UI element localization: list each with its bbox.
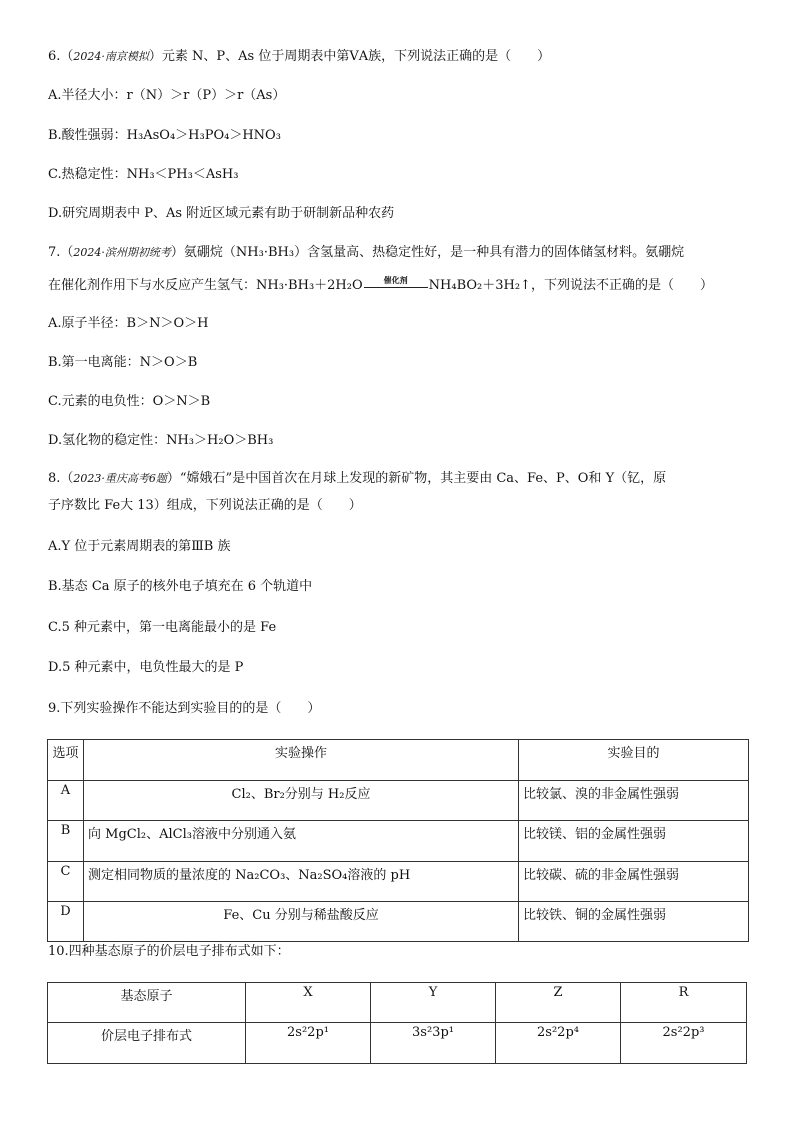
q6-source: 2024·南京模拟 <box>73 50 149 63</box>
q7-option-c: C.元素的电负性：O＞N＞B <box>48 394 211 409</box>
table-row: A Cl₂、Br₂分别与 H₂反应 比较氯、溴的非金属性强弱 <box>48 781 749 821</box>
q9-header-purpose: 实验目的 <box>519 740 749 781</box>
table-row: D Fe、Cu 分别与稀盐酸反应 比较铁、铜的金属性强弱 <box>48 902 749 942</box>
reaction-arrow <box>364 274 428 294</box>
q8-option-a: A.Y 位于元素周期表的第ⅢB 族 <box>48 539 231 554</box>
q9-table <box>47 739 749 942</box>
q8-option-d: D.5 种元素中，电负性最大的是 P <box>48 660 244 675</box>
q10-header-row: 基态原子 X Y Z R <box>48 983 747 1023</box>
q9-header-row <box>48 740 749 781</box>
q7-stem-line2: 在催化剂作用下与水反应产生氢气：NH₃·BH₃＋2H₂O 催化剂 NH₄BO₂＋3H₂↑，下列说法不正确的是（ ） <box>48 277 713 295</box>
q9-stem: 9.下列实验操作不能达到实验目的的是（ ） <box>48 701 321 716</box>
q7-stem-line1: 7.（2024·滨州期初统考）氨硼烷（NH₃·BH₃）含氢量高、热稳定性好，是一种具有潜力的固体储氢材料。氨硼烷 <box>48 245 685 260</box>
q6-option-b: B.酸性强弱：H₃AsO₄＞H₃PO₄＞HNO₃ <box>48 128 281 143</box>
q8-option-b: B.基态 Ca 原子的核外电子填充在 6 个轨道中 <box>48 579 313 594</box>
table-row: B 向 MgCl₂、AlCl₃溶液中分别通入氨 比较镁、铝的金属性强弱 <box>48 821 749 862</box>
q10-table <box>47 982 747 1064</box>
table-row: C 测定相同物质的量浓度的 Na₂CO₃、Na₂SO₄溶液的 pH 比较碳、硫的非金属性强弱 <box>48 862 749 902</box>
table-row: 价层电子排布式 2s²2p¹ 3s²3p¹ 2s²2p⁴ 2s²2p³ <box>48 1023 747 1064</box>
q8-option-c: C.5 种元素中，第一电离能最小的是 Fe <box>48 620 277 635</box>
catalyst-label: 催化剂 <box>383 274 408 285</box>
q8-source: 2023·重庆高考6题 <box>73 472 167 485</box>
q10-stem: 10.四种基态原子的价层电子排布式如下： <box>48 944 290 959</box>
q8-stem-line1: 8.（2023·重庆高考6题）“嫦娥石”是中国首次在月球上发现的新矿物，其主要由 Ca、Fe、P、O和 Y（钇，原 <box>48 471 667 486</box>
q6-option-a: A.半径大小：r（N）＞r（P）＞r（As） <box>48 88 286 103</box>
q6-option-c: C.热稳定性：NH₃＜PH₃＜AsH₃ <box>48 167 239 182</box>
q9-header-operation: 实验操作 <box>84 740 519 781</box>
q6-option-d: D.研究周期表中 P、As 附近区域元素有助于研制新品种农药 <box>48 206 395 221</box>
q7-option-a: A.原子半径：B＞N＞O＞H <box>48 316 209 331</box>
q9-header-option: 选项 <box>48 740 84 781</box>
q7-option-b: B.第一电离能：N＞O＞B <box>48 355 198 370</box>
q7-option-d: D.氢化物的稳定性：NH₃＞H₂O＞BH₃ <box>48 433 274 448</box>
q7-source: 2024·滨州期初统考 <box>73 246 171 259</box>
q6-stem: 6.（2024·南京模拟）元素 N、P、As 位于周期表中第ⅤA族，下列说法正确的是（ ） <box>48 49 551 64</box>
q8-stem-line2: 子序数比 Fe大 13）组成，下列说法正确的是（ ） <box>48 498 362 513</box>
